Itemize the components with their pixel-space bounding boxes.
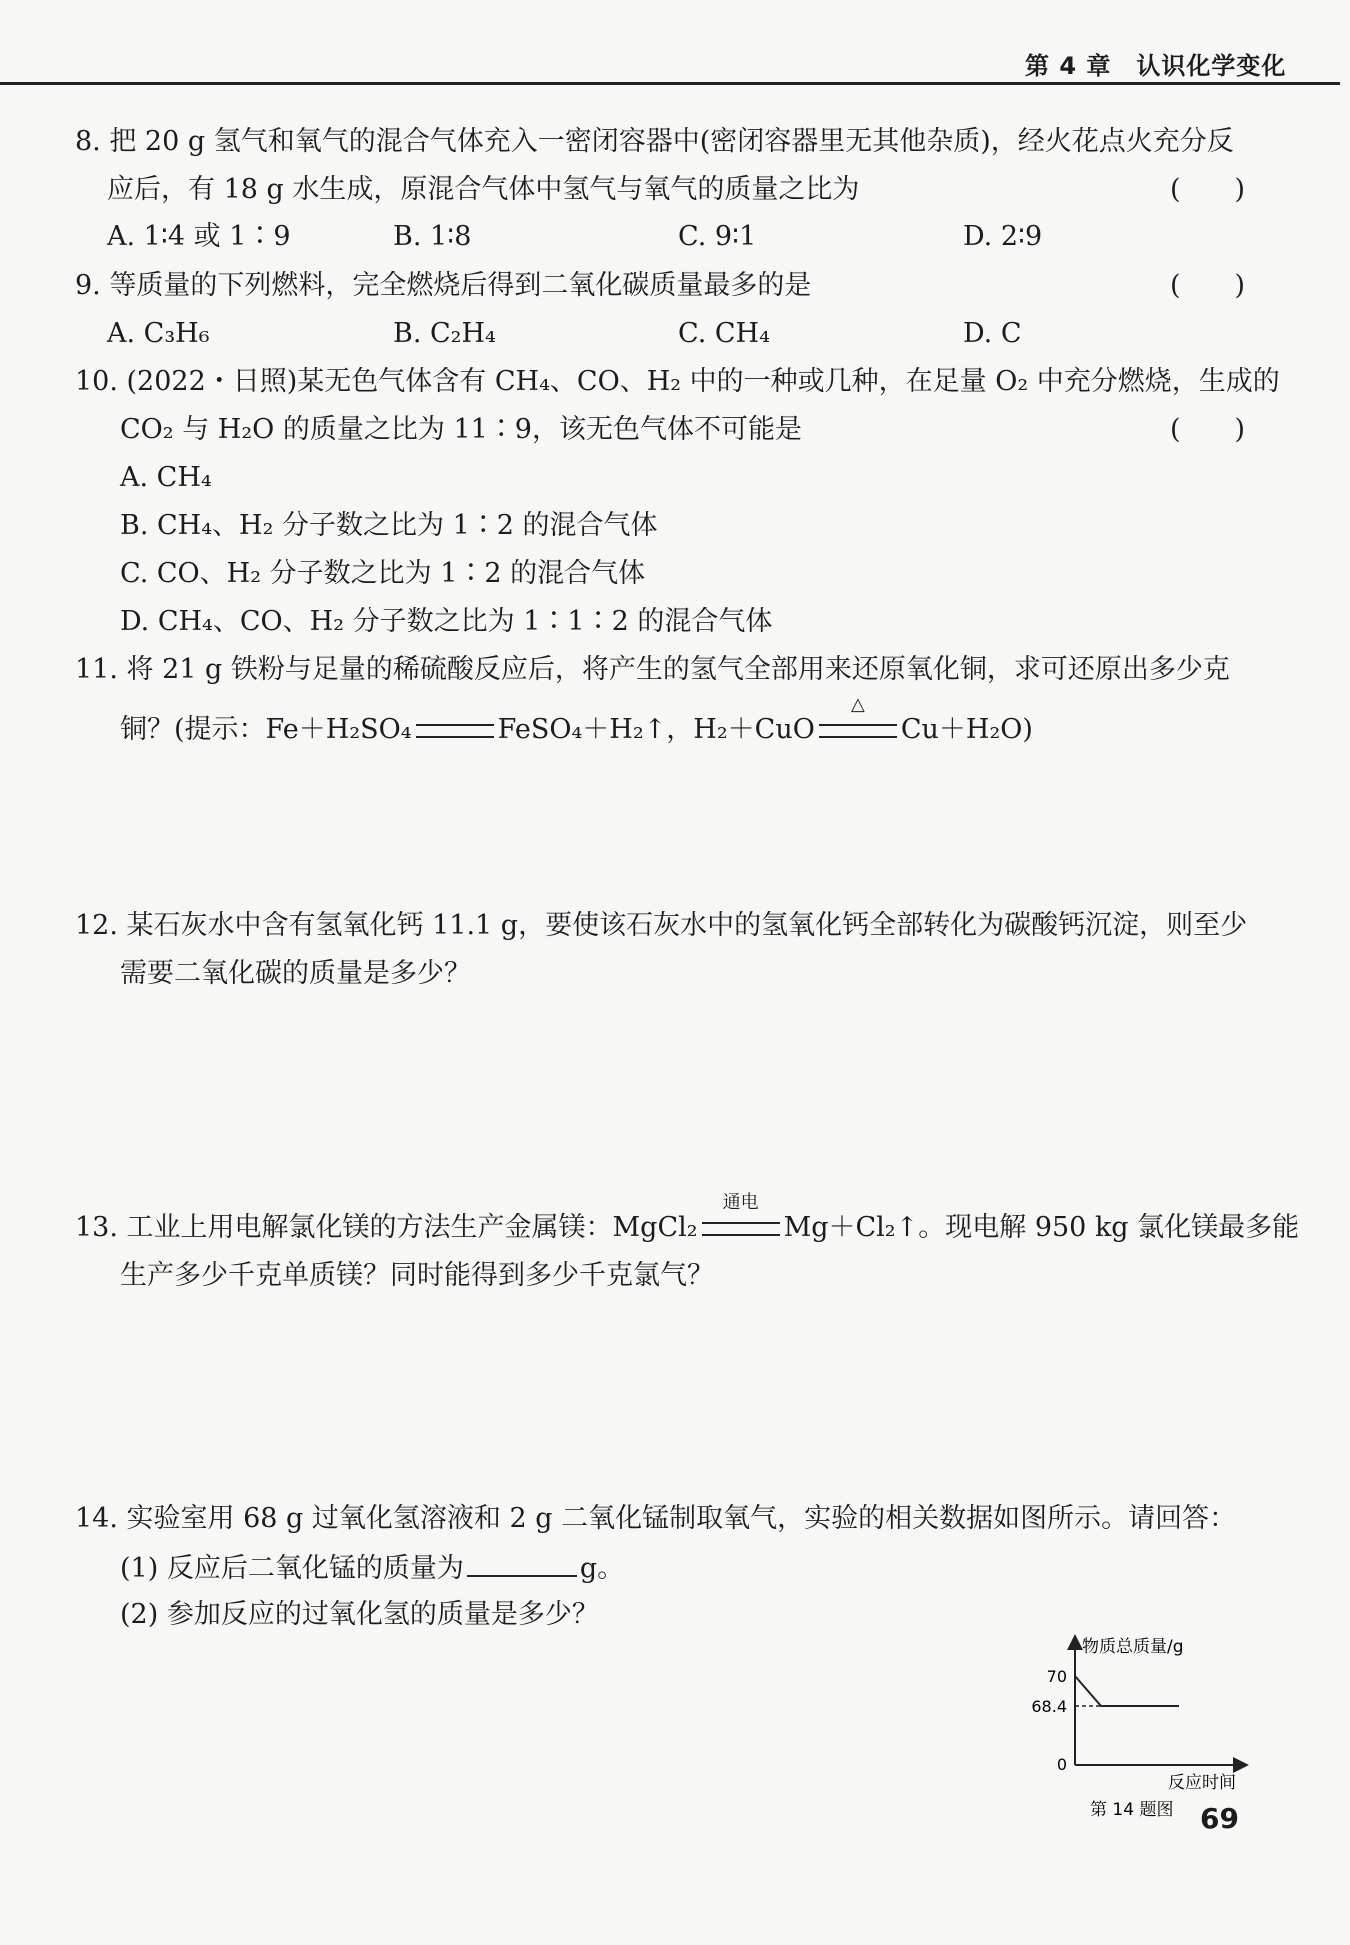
answer-blank[interactable] (467, 1553, 577, 1577)
q13-text-start: 13. 工业上用电解氯化镁的方法生产金属镁：MgCl₂ (75, 1212, 698, 1243)
q14-sub1-unit: g。 (579, 1553, 625, 1584)
q9-line1: 9. 等质量的下列燃料，完全燃烧后得到二氧化碳质量最多的是 (75, 270, 812, 301)
figure-caption: 第 14 题图 (1090, 1800, 1174, 1820)
q8-option-a: A. 1∶4 或 1∶9 (107, 221, 291, 252)
q12-line2: 需要二氧化碳的质量是多少？ (120, 958, 471, 989)
mass-time-chart (1005, 1630, 1265, 1820)
y-tick-70: 70 (1046, 1667, 1067, 1686)
heating-equals-sign-icon (819, 693, 897, 738)
q8-option-d: D. 2∶9 (963, 221, 1043, 252)
heat-condition: △ (850, 693, 865, 715)
q9-answer-paren: ( ) (1170, 270, 1246, 301)
electrolysis-equals-sign-icon (702, 1191, 780, 1236)
q12-line1: 12. 某石灰水中含有氢氧化钙 11.1 g，要使该石灰水中的氢氧化钙全部转化为碳酸钙沉淀，则至少 (75, 910, 1248, 941)
q11-hint-start: 铜？(提示：Fe＋H₂SO₄ (120, 714, 412, 745)
q9-option-b: B. C₂H₄ (393, 318, 496, 349)
electrolysis-condition: 通电 (722, 1191, 759, 1213)
q11-hint-end: Cu＋H₂O) (900, 714, 1033, 745)
page-number: 69 (1200, 1802, 1239, 1835)
q8-option-b: B. 1∶8 (393, 221, 472, 252)
q10-line2: CO₂ 与 H₂O 的质量之比为 11∶9，该无色气体不可能是 (120, 414, 802, 445)
q10-option-b: B. CH₄、H₂ 分子数之比为 1∶2 的混合气体 (120, 510, 658, 541)
q13-line2: 生产多少千克单质镁？同时能得到多少千克氯气？ (120, 1260, 714, 1291)
q9-option-c: C. CH₄ (678, 318, 770, 349)
q13-text-end: Mg＋Cl₂↑。现电解 950 kg 氯化镁最多能 (783, 1212, 1300, 1243)
q10-answer-paren: ( ) (1170, 414, 1246, 445)
y-axis-label: 物质总质量/g (1082, 1637, 1184, 1657)
chapter-title: 第 4 章 认识化学变化 (1025, 52, 1287, 80)
y-tick-0: 0 (1056, 1755, 1067, 1774)
q10-option-c: C. CO、H₂ 分子数之比为 1∶2 的混合气体 (120, 558, 646, 589)
q11-line1: 11. 将 21 g 铁粉与足量的稀硫酸反应后，将产生的氢气全部用来还原氧化铜，求可还原出多少克 (75, 654, 1230, 685)
q10-line1: 10. (2022・日照)某无色气体含有 CH₄、CO、H₂ 中的一种或几种，在足量 O₂ 中充分燃烧，生成的 (75, 366, 1280, 397)
q13-line1 (75, 1191, 1300, 1243)
q11-hint-middle: FeSO₄＋H₂↑，H₂＋CuO (497, 714, 815, 745)
equals-sign-icon (416, 724, 494, 738)
q14-line1: 14. 实验室用 68 g 过氧化氢溶液和 2 g 二氧化锰制取氧气，实验的相关数据如图所示。请回答： (75, 1503, 1237, 1534)
q9-option-a: A. C₃H₆ (107, 318, 210, 349)
series-line (1075, 1676, 1179, 1706)
q10-option-d: D. CH₄、CO、H₂ 分子数之比为 1∶1∶2 的混合气体 (120, 606, 773, 637)
q14-sub1-text: (1) 反应后二氧化锰的质量为 (120, 1553, 464, 1584)
q14-sub2: (2) 参加反应的过氧化氢的质量是多少？ (120, 1599, 599, 1630)
q8-line1: 8. 把 20 g 氢气和氧气的混合气体充入一密闭容器中(密闭容器里无其他杂质)，经火花点火充分反 (75, 126, 1234, 157)
q8-answer-paren: ( ) (1170, 174, 1246, 205)
q11-line2 (120, 693, 1033, 745)
q14-sub1 (120, 1553, 624, 1582)
q10-option-a: A. CH₄ (120, 462, 212, 493)
x-axis-label: 反应时间 (1168, 1773, 1236, 1793)
q8-line2: 应后，有 18 g 水生成，原混合气体中氢气与氧气的质量之比为 (107, 174, 860, 205)
q9-option-d: D. C (963, 318, 1022, 349)
header-rule (0, 82, 1340, 85)
q8-option-c: C. 9∶1 (678, 221, 757, 252)
y-tick-68-4: 68.4 (1031, 1697, 1067, 1716)
q14-figure (1005, 1630, 1265, 1824)
